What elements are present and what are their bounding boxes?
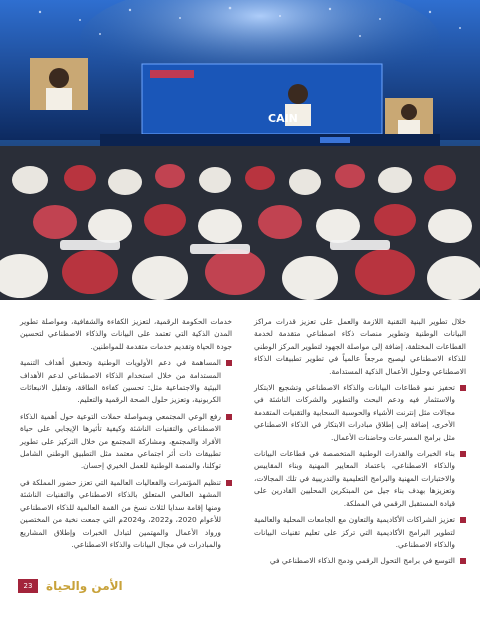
- page-number: 23: [18, 579, 38, 593]
- square-bullet-icon: [226, 480, 232, 486]
- square-bullet-icon: [226, 414, 232, 420]
- list-item: التوسع في برامج التحول الرقمي ودمج الذكاء الاصطناعي في: [254, 555, 466, 567]
- conference-scene-illustration: [0, 0, 480, 300]
- left-column-intro: خدمات الحكومة الرقمية، لتعزيز الكفاءة والشفافية، ومواصلة تطوير المدن الذكية التي تعتمد على البيانات والذكاء الاصطناعي لتحسين جودة الحياة وتقديم خدمات متقدمة للمواطنين.: [20, 317, 232, 351]
- right-text-column: [254, 316, 466, 572]
- square-bullet-icon: [460, 558, 466, 564]
- square-bullet-icon: [460, 517, 466, 523]
- left-bullet-list: [20, 357, 232, 551]
- square-bullet-icon: [226, 360, 232, 366]
- list-item: المساهمة في دعم الأولويات الوطنية وتحقيق أهداف التنمية المستدامة من خلال استخدام الذكاء الاصطناعي لدعم الأهداف البيئية والاجتماعية مثل: تحسين كفاءة الطاقة، وتقليل الانبعاثات الكربونية، وتعزيز حلول الصحة الرقمية والتعليم.: [20, 357, 232, 407]
- list-item: رفع الوعي المجتمعي وبمواصلة حملات التوعية حول أهمية الذكاء الاصطناعي والتقنيات الناشئة وكيفية تأثيرها الإيجابي على حياة الأفراد والمجتمع، ومشاركة المجتمع من خلال التركيز على تطوير تطبيقات ذات أثر اجتماعي معتمد مثل التطبيق الوطني الشامل توكلنا، والمنصة الوطنية للعمل الخيري إحسان.: [20, 411, 232, 473]
- list-item: تحفيز نمو قطاعات البيانات والذكاء الاصطناعي وتشجيع الابتكار والاستثمار فيه ودعم البحث والتطوير والشركات الناشئة في مجالات مثل إنترنت الأشياء والحوسبة السحابية والتقنيات المتقدمة الأخرى، إضافة إلى إطلاق مبادرات الابتكار في الذكاء الاصطناعي مثل برامج المسرعات وحاضنات الأعمال.: [254, 382, 466, 444]
- magazine-name: الأمن والحياة: [46, 579, 123, 593]
- list-item: بناء الخبرات والقدرات الوطنية المتخصصة في قطاعات البيانات والذكاء الاصطناعي، باعتماد المعايير المهنية وبناء المقاييس والاختبارات المهنية والبرامج التعليمية والتدريبية في تلك المجالات، وتعزيزها بهدف بناء جيل من المبتكرين المحليين القادرين على قيادة المستقبل الرقمي في المملكة.: [254, 448, 466, 510]
- square-bullet-icon: [460, 451, 466, 457]
- square-bullet-icon: [460, 385, 466, 391]
- conference-photo: [0, 0, 480, 300]
- list-item: تنظيم المؤتمرات والفعاليات العالمية التي تعزز حضور المملكة في المشهد العالمي المتعلق بالذكاء الاصطناعي والتقنيات الناشئة ومنها إقامة سدايا لثلاث نسخ من القمة العالمية للذكاء الاصطناعي للأعوام 2020، و2022، و2024م التي جمعت نخبة من المختصين ورواد الأعمال والمهتمين لتبادل الخبرات وإطلاق المشاريع والمبادرات في مجال البيانات والذكاء الاصطناعي.: [20, 477, 232, 551]
- stage-brand-text: CAIN: [268, 112, 298, 125]
- page-footer: [18, 576, 123, 596]
- right-bullet-list: [254, 382, 466, 568]
- right-column-intro: خلال تطوير البنية التقنية اللازمة والعمل على تعزيز قدرات مراكز البيانات الوطنية وتطوير منصات ذكاء اصطناعي متقدمة لخدمة القطاعات المختلفة، إضافة إلى مواصلة الجهود لتطوير المركز الوطني للذكاء الاصطناعي ليصبح مرجعاً عالمياً في تطوير تطبيقات الذكاء الاصطناعي وحلول الأعمال الذكية المستدامة.: [254, 317, 466, 376]
- list-item: تعزيز الشراكات الأكاديمية والتعاون مع الجامعات المحلية والعالمية لتطوير البرامج الأكاديمية التي تركز على تعليم تقنيات البيانات والذكاء الاصطناعي.: [254, 514, 466, 551]
- left-text-column: [20, 316, 232, 555]
